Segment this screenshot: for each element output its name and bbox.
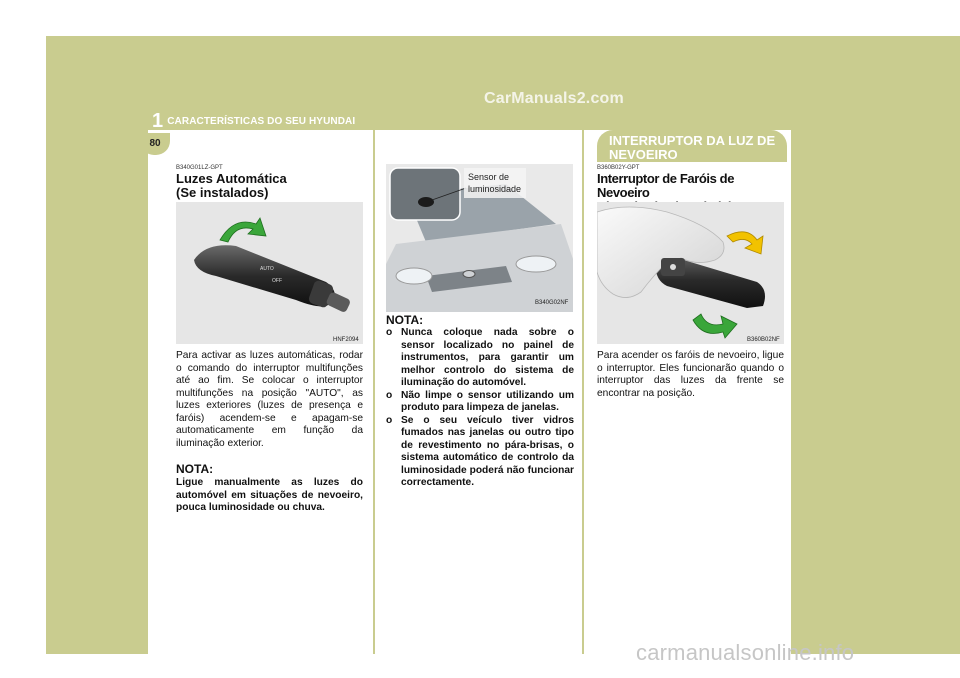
figure-auto-light-switch: [176, 202, 363, 344]
section-code: B340G01LZ-GPT: [176, 165, 223, 171]
figure-caption-middle: B340G02NF: [535, 300, 569, 306]
rotate-up-arrow-icon: [727, 232, 763, 254]
stalk-illustration: [176, 202, 363, 344]
fog-light-paragraph: Para acender os faróis de nevoeiro, ligue o interruptor. Eles funcionarão quando o interruptor das luzes da frente se encontrar na posição.: [597, 350, 784, 399]
note-bullet-list: [386, 327, 574, 490]
note-heading-middle: NOTA:: [386, 313, 424, 327]
heading-line2: NEVOEIRO: [609, 147, 678, 162]
list-item: o Nunca coloque nada sobre o sensor localizado no painel de instrumentos, para garantir um melhor controlo do sistema de iluminação do automóvel.: [386, 327, 574, 388]
sensor-label-line2: luminosidade: [468, 184, 522, 194]
hand-stalk-illustration: [597, 202, 784, 344]
headlight-left: [396, 268, 432, 284]
auto-light-paragraph: Para activar as luzes automáticas, rodar o comando do interruptor multifunções até ao fim. Se colocar o interruptor multifunções na posição "AUTO", as luzes exteriores (luzes de presença e faróis) acendem-se e apagam-se automaticamente em função da iluminação exterior.: [176, 350, 363, 449]
section-heading: [609, 134, 785, 162]
headlight-right: [516, 256, 556, 272]
title-right-line1: Interruptor de Faróis de Nevoeiro: [597, 171, 735, 200]
rotate-down-arrow-icon: [693, 314, 737, 338]
chapter-number: 1: [152, 110, 164, 132]
list-item: o Se o seu veículo tiver vidros fumados nas janelas ou outro tipo de revestimento no pára-brisas, o sistema automático de controlo da luminosidade poderá não funcionar correctamente.: [386, 414, 574, 488]
figure-caption-left: HNF2094: [333, 337, 359, 343]
label-auto: AUTO: [260, 266, 274, 272]
section-title-line2: (Se instalados): [176, 185, 269, 200]
page-number: 80: [140, 133, 170, 155]
figure-caption-right: B360B02NF: [747, 337, 780, 343]
sensor-label-line1: Sensor de: [468, 172, 510, 182]
section-code-right: B360B02Y-GPT: [597, 165, 640, 171]
brand-emblem: [463, 271, 475, 278]
section-title: [176, 172, 366, 200]
label-off: OFF: [272, 278, 282, 284]
top-watermark[interactable]: CarManuals2.com: [484, 90, 624, 107]
chapter-header: [152, 110, 355, 133]
note-text-left: Ligue manualmente as luzes do automóvel em situações de nevoeiro, pouca luminosidade ou chuva.: [176, 477, 363, 513]
heading-line1: INTERRUPTOR DA LUZ DE: [609, 133, 776, 148]
car-illustration: [386, 164, 573, 312]
section-title-line1: Luzes Automática: [176, 171, 287, 186]
list-item: o Não limpe o sensor utilizando um produto para limpeza de janelas.: [386, 389, 574, 413]
rotate-arrow-icon: [220, 218, 266, 242]
chapter-title: CARACTERÍSTICAS DO SEU HYUNDAI: [167, 116, 356, 127]
sensor-icon: [418, 197, 434, 207]
figure-fog-light-switch: [597, 202, 784, 344]
footer-watermark[interactable]: carmanualsonline.info: [636, 640, 855, 665]
note-heading-left: NOTA:: [176, 462, 214, 476]
figure-light-sensor: [386, 164, 573, 312]
